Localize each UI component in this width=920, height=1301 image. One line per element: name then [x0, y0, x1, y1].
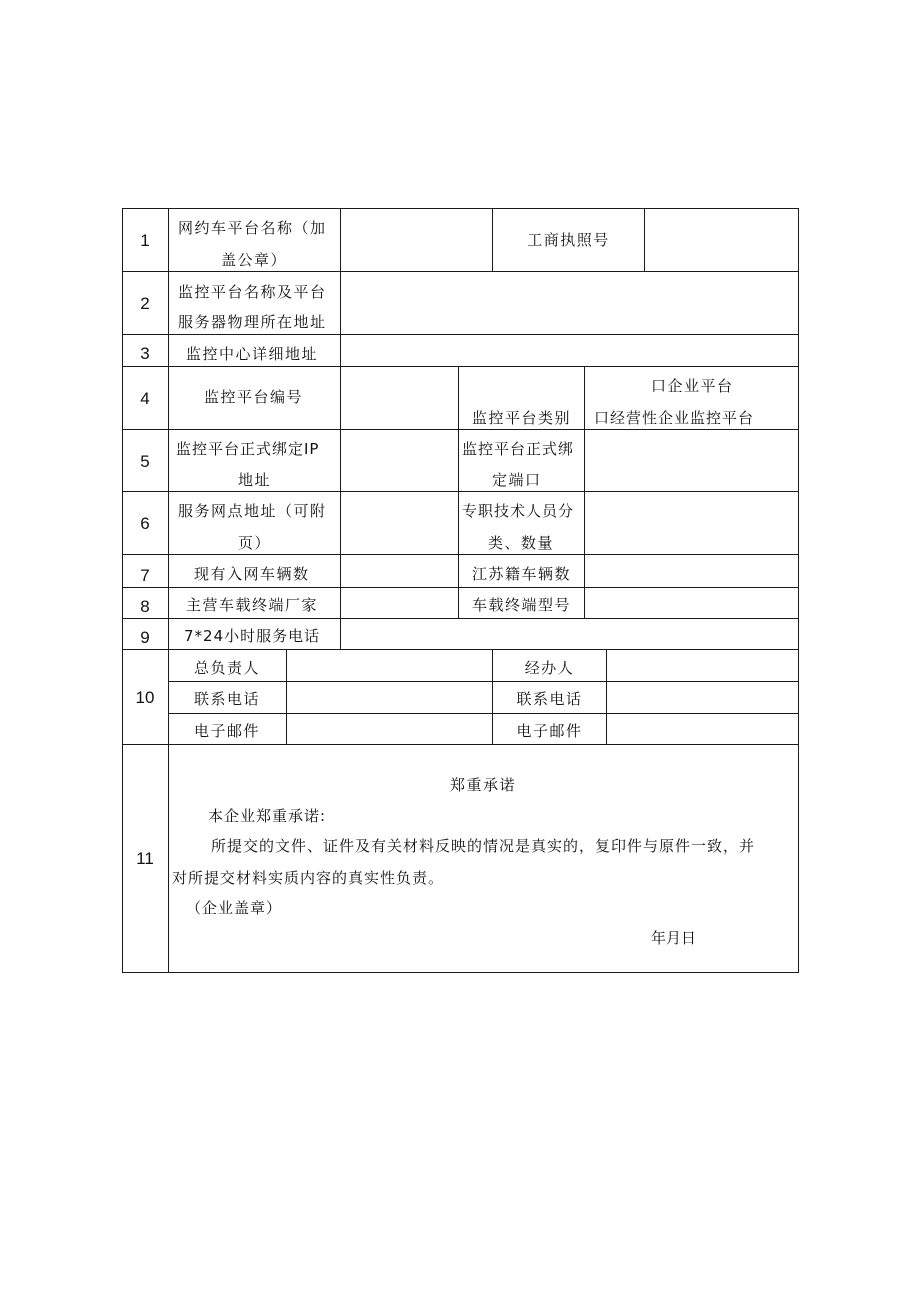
terminal-model-label: 车载终端型号 [471, 596, 571, 614]
monitor-platform-address-field[interactable] [341, 272, 798, 334]
handler-label: 经办人 [524, 659, 575, 677]
jiangsu-vehicle-count-field[interactable] [585, 555, 798, 587]
bound-ip-label: 监控平台正式绑定IP [176, 440, 320, 458]
tech-staff-label: 专职技术人员分 [462, 502, 575, 520]
bound-port-field[interactable] [585, 430, 798, 491]
platform-name-field[interactable] [341, 209, 492, 271]
terminal-vendor-field[interactable] [341, 588, 458, 618]
bound-ip-field[interactable] [341, 430, 458, 491]
service-phone-field[interactable] [341, 619, 798, 649]
service-outlet-field[interactable] [341, 492, 458, 554]
bound-port-label: 监控平台正式绑 [462, 440, 575, 458]
row-number: 4 [140, 389, 150, 408]
company-seal-label: （企业盖章） [186, 899, 283, 917]
row-number: 3 [140, 344, 150, 363]
monitor-platform-id-label: 监控平台编号 [204, 388, 304, 406]
general-manager-label: 总负责人 [194, 659, 261, 677]
row-number: 11 [136, 849, 154, 868]
monitor-platform-id-field[interactable] [341, 367, 458, 429]
row-number: 5 [140, 452, 150, 471]
number-column-divider [168, 208, 169, 973]
business-license-label: 工商执照号 [527, 231, 610, 249]
row-number: 6 [140, 514, 150, 533]
row-number: 7 [140, 566, 150, 585]
monitor-center-address-field[interactable] [341, 335, 798, 366]
monitor-center-address-label: 监控中心详细地址 [186, 345, 319, 363]
terminal-model-field[interactable] [585, 588, 798, 618]
handler-field[interactable] [607, 650, 798, 681]
row-number: 9 [140, 628, 150, 647]
option-enterprise-platform[interactable]: 口企业平台 [651, 377, 734, 395]
general-manager-field[interactable] [287, 650, 492, 681]
option-operating-enterprise-platform[interactable]: 口经营性企业监控平台 [594, 409, 755, 427]
handler-email-field[interactable] [607, 714, 798, 744]
email-label: 电子邮件 [194, 722, 261, 740]
pledge-title: 郑重承诺 [450, 776, 517, 794]
row-divider [122, 366, 799, 367]
handler-email-label: 电子邮件 [516, 722, 583, 740]
row-number: 1 [140, 231, 150, 250]
contact-phone-label: 联系电话 [194, 690, 261, 708]
pledge-body: 所提交的文件、证件及有关材料反映的情况是真实的，复印件与原件一致，并 [211, 837, 756, 855]
table-border-bottom [122, 972, 799, 973]
row-divider [122, 744, 799, 745]
terminal-vendor-label: 主营车载终端厂家 [186, 596, 319, 614]
tech-staff-field[interactable] [585, 492, 798, 554]
pledge-intro: 本企业郑重承诺: [208, 807, 327, 825]
service-outlet-label: 页） [238, 534, 272, 552]
platform-name-label: 盖公章） [221, 251, 288, 269]
email-field[interactable] [287, 714, 492, 744]
handler-phone-label: 联系电话 [516, 690, 583, 708]
tech-staff-label: 类、数量 [488, 534, 555, 552]
service-phone-label: 7*24小时服务电话 [184, 627, 321, 645]
service-outlet-label: 服务网点地址（可附 [178, 502, 327, 520]
jiangsu-vehicle-count-label: 江苏籍车辆数 [471, 565, 571, 583]
handler-phone-field[interactable] [607, 682, 798, 713]
row-number: 2 [140, 294, 150, 313]
contact-phone-field[interactable] [287, 682, 492, 713]
bound-ip-label: 地址 [238, 471, 272, 489]
pledge-body-cont: 对所提交材料实质内容的真实性负责。 [172, 869, 445, 887]
business-license-field[interactable] [645, 209, 798, 271]
platform-name-label: 网约车平台名称（加 [178, 219, 327, 237]
row-number: 8 [140, 597, 150, 616]
monitor-platform-name-label: 监控平台名称及平台 [178, 283, 327, 301]
bound-port-label: 定端口 [492, 471, 542, 489]
pledge-date: 年月日 [651, 929, 697, 947]
monitor-platform-type-label: 监控平台类别 [471, 409, 571, 427]
row-number: 10 [135, 688, 155, 707]
vehicle-count-field[interactable] [341, 555, 458, 587]
table-border-right [798, 208, 799, 973]
vehicle-count-label: 现有入网车辆数 [194, 565, 310, 583]
monitor-platform-name-label: 服务器物理所在地址 [178, 313, 327, 331]
